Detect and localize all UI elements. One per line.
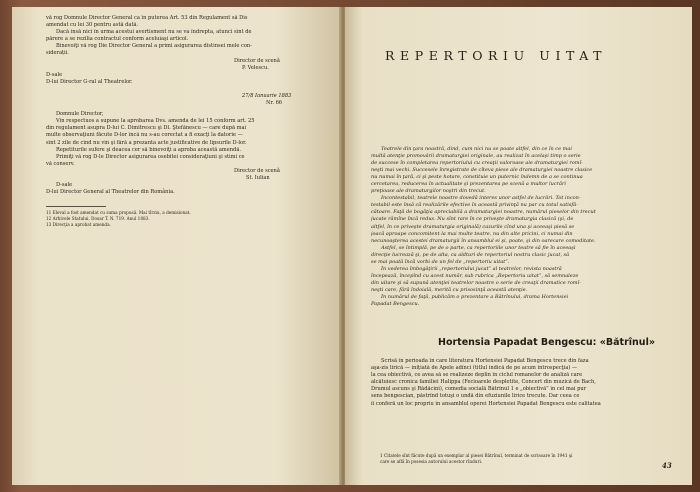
text-line: cercetarea, reducerea în actualitate şi prezentarea pe scenă a multor lucrări <box>371 181 567 188</box>
footnote: 11 Eleval a fost amendat cu suma propusă. Mai tîrziu, a demisionat. <box>46 210 191 216</box>
text-line: multă atenţie promovării dramaturgiei originale, au realizat în acelaşi timp o serie <box>371 153 581 160</box>
text-line: preţioase ale dramaturgilor noştri din trecut. <box>371 188 486 195</box>
signature-name: P. Velescu. <box>242 64 269 71</box>
text-line: direcţie lucrează şi, pe de alta, ca aldturi de repertoriul nostru clasic jucat, să <box>371 251 570 258</box>
signature-role: Director de scenă <box>234 167 280 174</box>
text-line: Vin respectuos a supune la aprobarea Dvs. amenda de lei 15 conform art. 25 <box>56 118 255 125</box>
footnote: 13 Direcţia a aprobat amenda. <box>46 222 111 228</box>
text-line: aşa-zis lirică — inițiată de Apele adînci (titlul indică de pe acum introspecţia) — <box>371 365 578 372</box>
text-line: Drumul ascuns şi Rădăcini), comedia socială Bătrînul 1 e „obiectivă” în cel mai pur <box>371 386 587 393</box>
text-line: testabil este însă că realizările efective în această privinţă nu par cu totul satisfă- <box>371 202 578 209</box>
text-line: Primiţi vă rog D-le Director asigurarea osebitei consideraţiuni şi stimi ce <box>56 153 245 160</box>
text-line: siderații. <box>46 50 69 57</box>
signature-role: Director de scenă <box>234 57 280 64</box>
text-line: din regulament asupra D-lui C. Dimitrescu şi Dl. Ştefănescu — care după mai <box>46 125 247 132</box>
text-line: alcătuiesc cronica familiei Halippa (Fecioarele despletite, Concert din muzică de Bach, <box>371 379 596 386</box>
signature-1 <box>46 58 328 72</box>
text-line: În numărul de faţă, publicăm o prezentare a Bătrînului, drama Hortensiei <box>381 293 569 300</box>
footnote-rule <box>46 206 106 207</box>
text-line: îi conferă un loc propriu în ansamblul operei Hortensiei Papadat Bengescu este calitatea <box>371 400 601 407</box>
text-line: la cea obiectivă, ce avea să se realizeze deplin în ciclul romanelor de analiză care <box>371 372 583 379</box>
text-line: În vederea îmbogăţirii „repertoriului jucat” al teatrelor, revista noastră <box>381 265 562 272</box>
address-2 <box>46 182 328 196</box>
text-line: Dacă insă nici în urma acestui avertisment nu se va îndrepta, atunci sînt de <box>56 29 252 36</box>
text-line: joacă aproape concomitent la mai multe teatre, nu din alte pricini, ci numai din <box>371 230 573 237</box>
footnotes <box>46 210 328 228</box>
text-line: amendat cu lei 30 pentru astă dată. <box>46 22 139 29</box>
number-line: Nr. 66 <box>266 100 283 107</box>
text-line: începează, începînd cu acest număr, sub rubrica „Repertoriu uitat”, să semnaleze <box>371 272 579 279</box>
text-line: vă conserv. <box>46 160 75 167</box>
text-line: necunoaşterea acestei dramaturgii în ansamblul ei şi, poate, şi din oarecare comoditate. <box>371 237 596 244</box>
letter-1 <box>46 15 328 58</box>
text-line: Incontestabil, teatrele noastre dovedă interes unor astfel de lucrări. Tot incon- <box>381 195 581 202</box>
text-line: de succese în completarea repertoriului cu creaţii valoroase ale dramaturgiei romî- <box>371 160 583 167</box>
text-line: jucate rămîne încă redus. Nu sînt rare în ce priveşte dramaturgia clasică (şi, de <box>371 216 574 223</box>
text-line: Repetiturile sufere şi deacea cer să binevoiţi a aproba această amendă. <box>56 146 241 153</box>
text-line: nu numai în ţară, ci şi peste hotare, constituie un puternic îndemn de a se continua <box>371 174 583 181</box>
left-page <box>12 7 342 485</box>
text-line: Astfel, se întimplă, pe de o parte, ca repertoriile unor teatre să fie în aceeaşi <box>381 244 576 251</box>
footnote: care se află în posesia autorului acestor rînduri. <box>380 459 483 464</box>
address-1 <box>46 72 328 86</box>
section-heading: Hortensia Papadat Bengescu: «Bătrînul» <box>438 337 655 348</box>
page-number: 43 <box>662 461 672 470</box>
article-body <box>371 358 658 408</box>
text-line: cătoare. Faţă de bogăţia apreciabilă a dramaturgiei noastre, numărul pieselor din trecut <box>371 209 596 216</box>
text-line: sînt 2 zile de cînd nu vin şi fără a prezanta acte justificative de lipsurile D-lor. <box>46 139 247 146</box>
text-line: Binevoiţi vă rog Die Director General a primi asigurarea distinsei mele con- <box>56 43 252 50</box>
address-line: D-lui Director G-ral al Theatrelor. <box>46 78 133 85</box>
text-line: vă rog Domnule Director General ca în puterea Art. 53 din Regulament să Dis <box>46 15 248 21</box>
letter-2-date <box>46 93 328 107</box>
text-line: altfel, în ce priveşte dramaturgia originală) cazurile cînd una şi aceeaşi piesă se <box>371 223 575 230</box>
text-line: neşti mai vechi. Succesele înregistrate de cîteva piese ale dramaturgiei noastre clasice <box>371 167 593 174</box>
text-line: Papadat Bengescu. <box>371 301 420 308</box>
letter-2 <box>46 111 328 168</box>
text-line: părere a se rezilia contractul conform aceluiaşi articol. <box>46 36 189 43</box>
signature-2 <box>46 168 328 182</box>
address-line: D-lui Director General al Theatrelor din România. <box>46 189 175 196</box>
text-line: multe observaţiuni făcute D-lor încă nu s-au corectat a fi exacţi la datorie — <box>46 132 243 139</box>
text-line: Teatrele din ţara noastră, dind, cum nici nu se poate altfel, din ce în ce mai <box>381 146 572 152</box>
page-title: REPERTORIU UITAT <box>385 48 608 63</box>
right-footnotes <box>380 453 650 465</box>
text-line: se mai poată încă vorbi de un fel de „repertoriu uitat”. <box>371 258 510 265</box>
salutation: Domnule Director, <box>56 111 104 118</box>
address-line: D-sale <box>56 182 73 189</box>
footnote: 1 Citatele sînt făcute după un exemplar al piesei Bătrînul, terminat de scrisoare în 1941 şi <box>380 453 573 458</box>
signature-name: St. Iulian <box>246 174 270 181</box>
intro-paragraphs <box>371 146 658 308</box>
footnote: 12 Arhivele Statului, Dosar T. N. 719. Anul 1883. <box>46 216 150 222</box>
text-line: Scrisă în perioada în care literatura Hortensiei Papadat Bengescu trece din faza <box>381 358 589 364</box>
address-line: D-sale <box>46 71 63 78</box>
text-line: neşti care, fără îndoială, merită cu prisosinţă această atenţie. <box>371 286 528 293</box>
text-line: sens bengescian, păstrînd totuşi o undă din efuziunile lirice trecute. Dar ceea ce <box>371 393 580 400</box>
text-line: din uitare şi să supună atenţiei teatrelor noastre o serie de creaţii dramatice romî- <box>371 279 581 286</box>
date-line: 27/8 Ianuarie 1883 <box>242 92 292 99</box>
